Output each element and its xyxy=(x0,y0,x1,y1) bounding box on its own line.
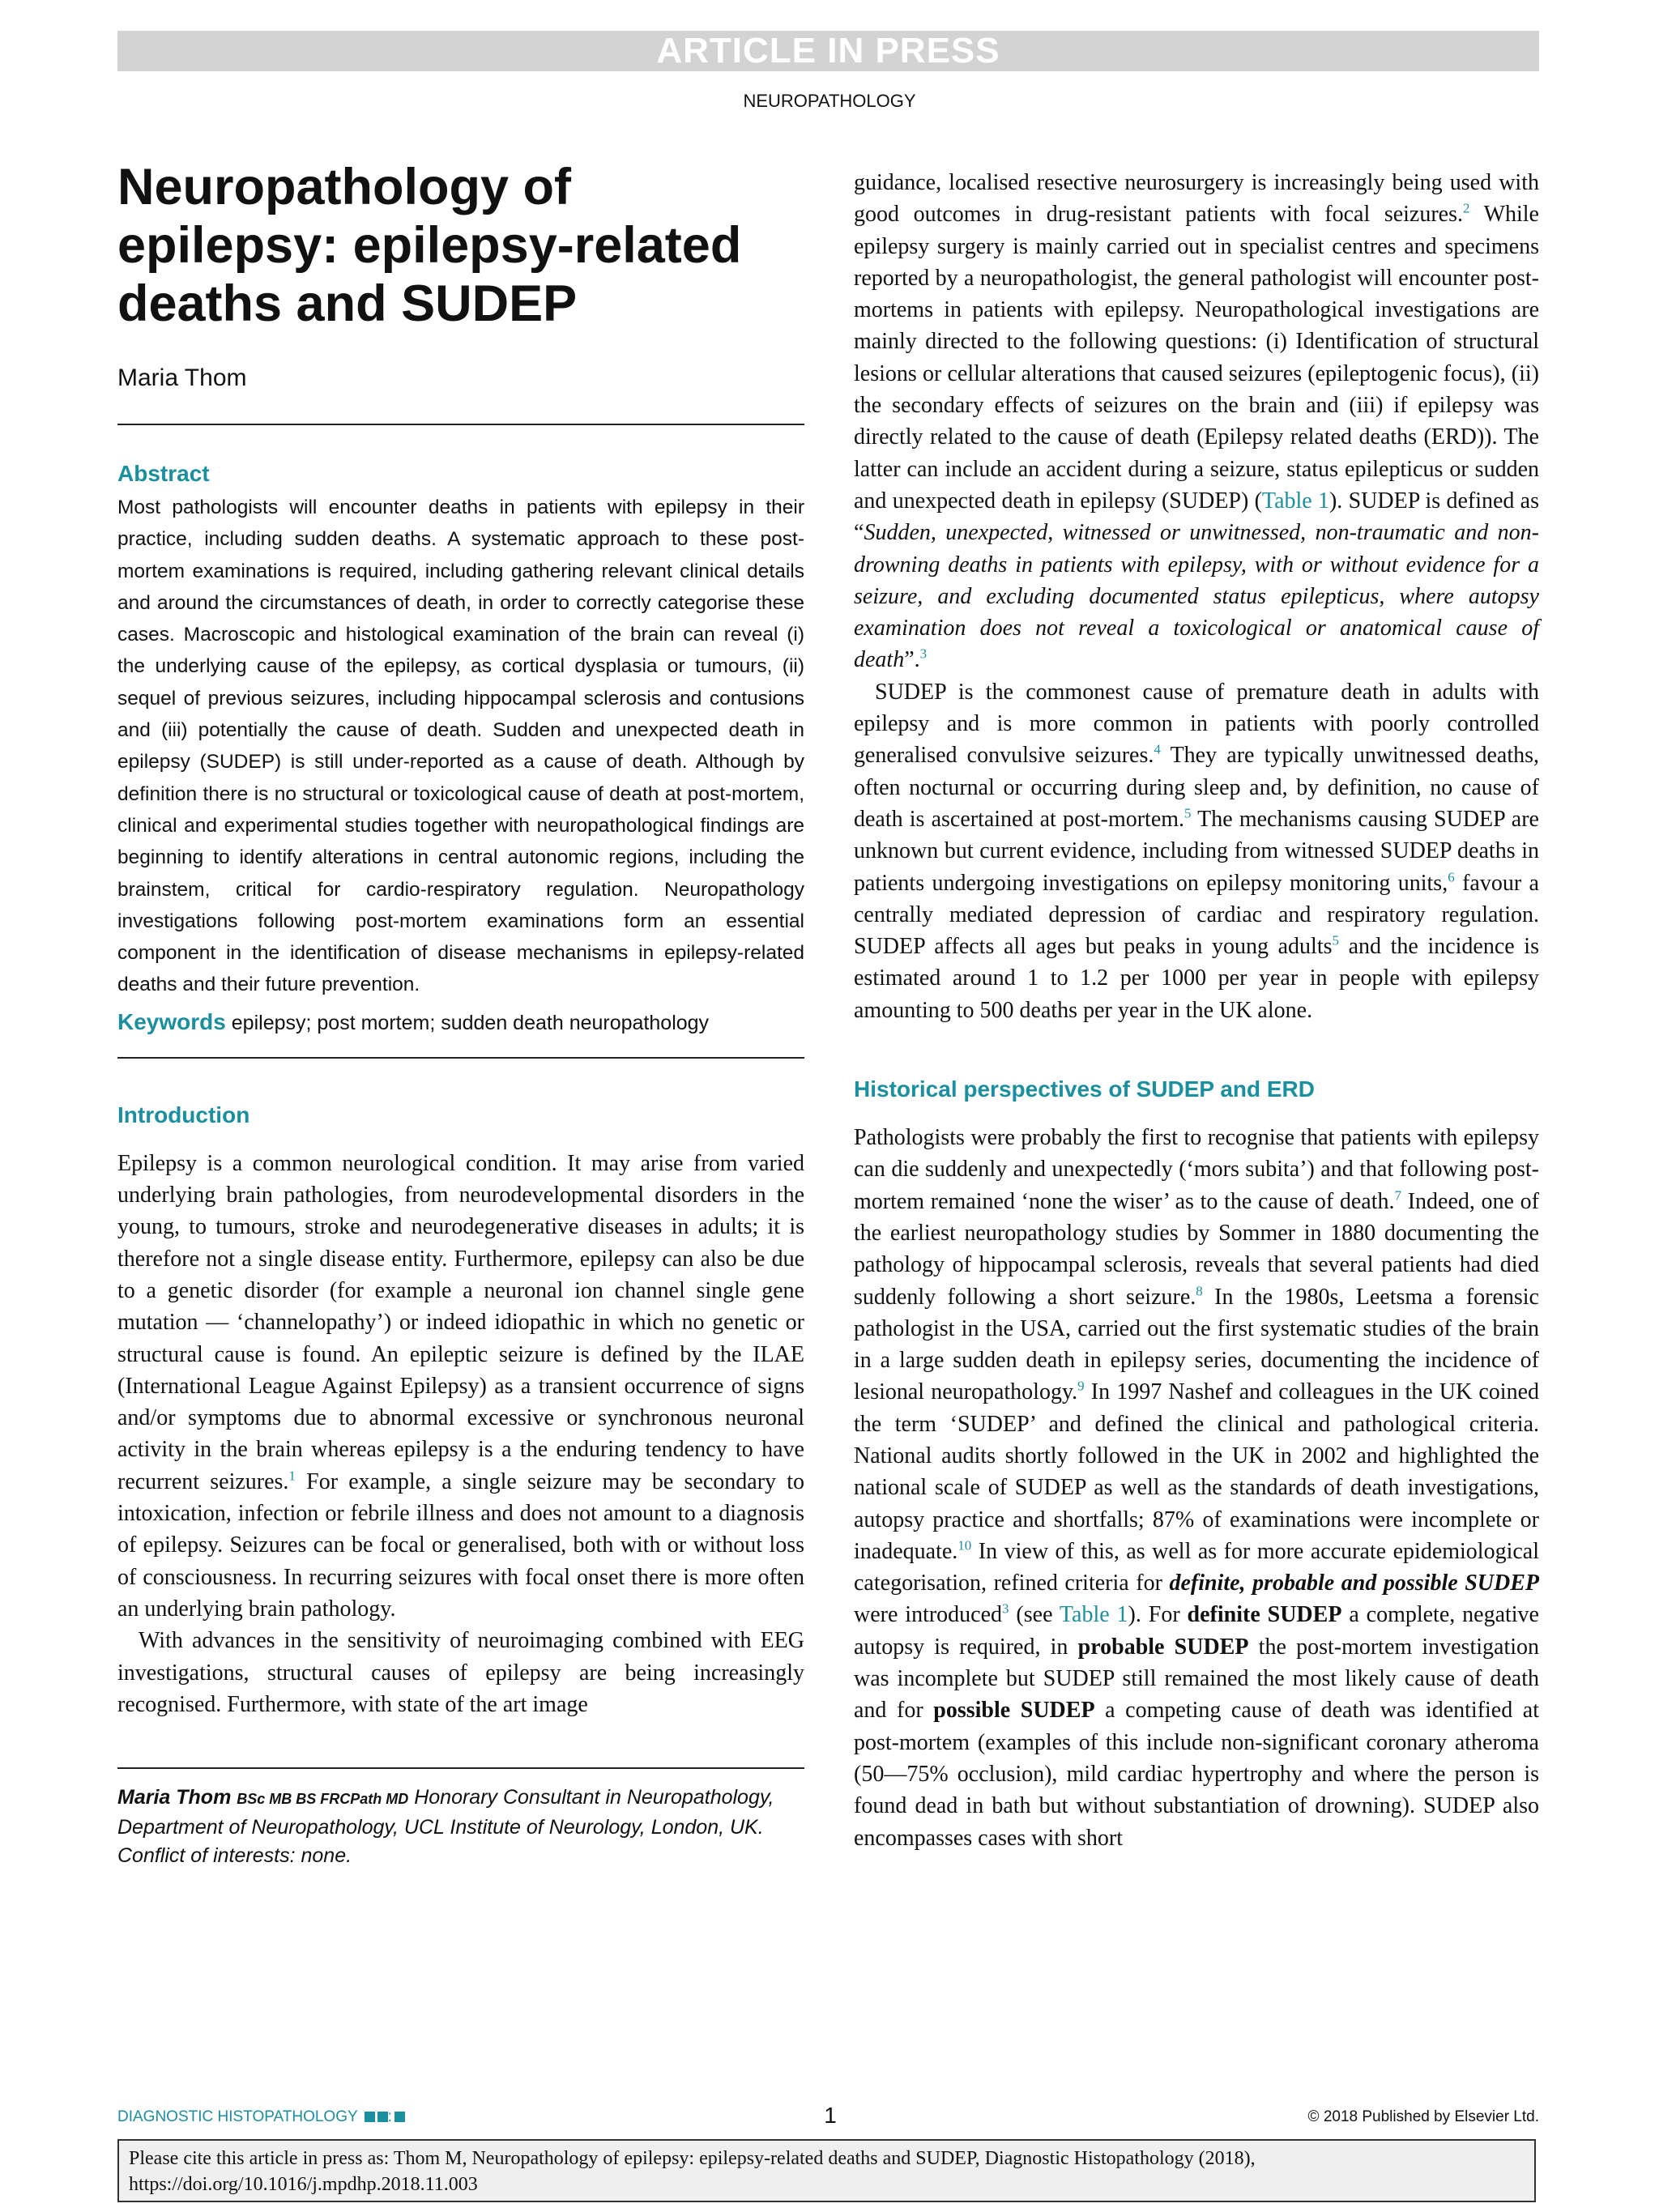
text-run: In 1997 Nashef and colleagues in the UK coined the term ‘SUDEP’ and defined the clinical and pathological criteria. National audits shortly followed in the UK in 2002 and highlighted the national scale of SUDEP as well as the standards of death investigations, autopsy practice and shortfalls; 87% of examinations were incomplete or inadequate. xyxy=(854,1379,1540,1564)
text-run: In view of this, as well as for more accurate epidemiological categorisation, refined criteria for xyxy=(854,1538,1539,1596)
author-affiliation xyxy=(117,1784,804,1870)
affiliation-text: Honorary Consultant in Neuropathology, Department of Neuropathology, UCL Institute of Neurology, London, UK. Conflict of interests: none. xyxy=(117,1786,774,1868)
divider xyxy=(117,1767,804,1769)
title-line: deaths and SUDEP xyxy=(117,275,578,332)
section-tag: NEUROPATHOLOGY xyxy=(743,91,916,111)
text-run: ). For xyxy=(1128,1602,1188,1628)
probable-sudep-term: probable SUDEP xyxy=(1077,1634,1249,1660)
paragraph xyxy=(117,1148,804,1625)
reference-link[interactable]: 1 xyxy=(288,1468,296,1484)
abstract-text: Most pathologists will encounter deaths in patients with epilepsy in their practice, including sudden deaths. A systematic approach to these post-mortem examinations is required, including gathering relevant clinical details and around the circumstances of death, in order to correctly categorise these cases. Macroscopic and histological examination of the brain can reveal (i) the underlying cause of the epilepsy, as cortical dysplasia or tumours, (ii) sequel of previous seizures, including hippocampal sclerosis and contusions and (iii) potentially the cause of death. Sudden and unexpected death in epilepsy (SUDEP) is still under-reported as a cause of death. Although by definition there is no structural or toxicological cause of death at post-mortem, clinical and experimental studies together with neuropathological findings are beginning to identify alterations in central autonomic regions, including the brainstem, critical for cardio-respiratory regulation. Neuropathology investigations following post-mortem examinations form an essential component in the identification of disease mechanisms in epilepsy-related deaths and their future prevention. xyxy=(117,497,804,996)
text-run: SUDEP is the commonest cause of premature death in adults with epilepsy and is more common in patients with poorly controlled generalised convulsive seizures. xyxy=(854,679,1539,769)
right-column xyxy=(854,167,1539,1854)
reference-link[interactable]: 3 xyxy=(919,646,928,663)
historical-heading: Historical perspectives of SUDEP and ERD xyxy=(854,1076,1315,1102)
paragraph xyxy=(854,676,1539,1026)
text-run: favour a centrally mediated depression of cardiac and respiratory regulation. SUDEP affects all ages but peaks in young adults xyxy=(854,870,1539,960)
reference-link[interactable]: 2 xyxy=(1463,200,1470,216)
definite-sudep-term: definite SUDEP xyxy=(1187,1602,1342,1628)
reference-link[interactable]: 6 xyxy=(1448,869,1455,885)
article-title xyxy=(117,158,804,333)
square-icon xyxy=(394,2112,405,2122)
journal-name: DIAGNOSTIC HISTOPATHOLOGY xyxy=(117,2108,358,2125)
text-run: The mechanisms causing SUDEP are unknown but current evidence, including from witnessed SUDEP deaths in patients undergoing investigations on epilepsy monitoring units, xyxy=(854,806,1539,896)
text-run: ). SUDEP is defined as “ xyxy=(854,488,1539,546)
page-number: 1 xyxy=(824,2103,837,2128)
affiliation-name: Maria Thom xyxy=(117,1786,232,1809)
text-run: Indeed, one of the earliest neuropathology studies by Sommer in 1880 documenting the pathology of hippocampal sclerosis, reveals that several patients had died suddenly following a short seizure. xyxy=(854,1188,1539,1310)
paragraph xyxy=(854,167,1539,676)
footer-journal: DIAGNOSTIC HISTOPATHOLOGY : xyxy=(117,2108,405,2126)
divider xyxy=(117,1057,804,1059)
reference-link[interactable]: 8 xyxy=(1196,1283,1203,1299)
text-run: a complete, negative autopsy is required, in xyxy=(854,1602,1539,1660)
sudep-definition-quote: Sudden, unexpected, witnessed or unwitnessed, non-traumatic and non-drowning deaths in patients with epilepsy, with or without evidence for a seizure, and excluding documented status epilepticus, where autopsy examination does not reveal a toxicological or anatomical cause of death xyxy=(854,520,1539,673)
reference-link[interactable]: 10 xyxy=(957,1537,972,1554)
text-run: They are typically unwitnessed deaths, often nocturnal or occurring during sleep and, by definition, no cause of death is ascertained at post-mortem. xyxy=(854,743,1539,832)
text-run: Pathologists were probably the first to recognise that patients with epilepsy can die suddenly and unexpectedly (‘mors subita’) and that following post-mortem remained ‘none the wiser’ as to the cause of death. xyxy=(854,1125,1539,1214)
text-run: were introduced xyxy=(854,1602,1003,1628)
text-run: For example, a single seizure may be secondary to intoxication, infection or febrile illness and does not amount to a diagnosis of epilepsy. Seizures can be focal or generalised, both with or without loss of consciousness. In recurring seizures with focal onset there is more often an underlying brain pathology. xyxy=(117,1468,804,1622)
square-icon xyxy=(365,2112,375,2122)
introduction-section xyxy=(117,1101,804,1720)
text-run: Epilepsy is a common neurological condition. It may arise from varied underlying brain pathologies, from neurodevelopmental disorders in the young, to tumours, stroke and neurodegenerative diseases in adults; it is therefore not a single disease entity. Furthermore, epilepsy can also be due to a genetic disorder (for example a neuronal ion channel single gene mutation — ‘channelopathy’) or indeed idiopathic in which no genetic or structural cause is found. An epileptic seizure is defined by the ILAE (International League Against Epilepsy) as a transient occurrence of signs and/or symptoms due to abnormal excessive or synchronous neuronal activity in the brain whereas epilepsy is a the enduring tendency to have recurrent seizures. xyxy=(117,1150,804,1494)
keywords-text: epilepsy; post mortem; sudden death neuropathology xyxy=(231,1011,710,1034)
text-run: and the incidence is estimated around 1 to 1.2 per 1000 per year in people with epilepsy amounting to 500 deaths per year in the UK alone. xyxy=(854,934,1539,1023)
keywords xyxy=(117,1006,804,1039)
reference-link[interactable]: 5 xyxy=(1332,932,1339,948)
square-icon xyxy=(377,2112,388,2122)
abstract-heading: Abstract xyxy=(117,461,210,486)
text-run: ”. xyxy=(904,647,920,673)
left-column xyxy=(117,158,804,1870)
divider xyxy=(117,424,804,425)
copyright: © 2018 Published by Elsevier Ltd. xyxy=(1307,2108,1539,2125)
title-line: Neuropathology of xyxy=(117,159,571,215)
reference-link[interactable]: 5 xyxy=(1184,805,1192,821)
possible-sudep-term: possible SUDEP xyxy=(933,1698,1095,1724)
article-in-press-banner: ARTICLE IN PRESS xyxy=(117,31,1539,71)
text-run: guidance, localised resective neurosurgery is increasingly being used with good outcomes in drug-resistant patients with focal seizures. xyxy=(854,170,1539,228)
table-1-link[interactable]: Table 1 xyxy=(1059,1602,1128,1628)
author-name: Maria Thom xyxy=(117,364,247,391)
keywords-label: Keywords xyxy=(117,1008,226,1034)
reference-link[interactable]: 4 xyxy=(1154,742,1161,758)
reference-link[interactable]: 9 xyxy=(1077,1379,1085,1395)
paragraph xyxy=(854,1122,1539,1854)
reference-link[interactable]: 7 xyxy=(1394,1187,1401,1204)
text-run: In the 1980s, Leetsma a forensic pathologist in the USA, carried out the first systematic studies of the brain in a large sudden death in epilepsy series, documenting the incidence of lesional neuropathology. xyxy=(854,1284,1539,1405)
introduction-heading: Introduction xyxy=(117,1102,250,1127)
title-line: epilepsy: epilepsy-related xyxy=(117,217,742,274)
reference-link[interactable]: 3 xyxy=(1002,1601,1009,1617)
sudep-criteria-emphasis: definite, probable and possible SUDEP xyxy=(1169,1571,1539,1596)
abstract-section xyxy=(117,459,804,1039)
text-run: (see xyxy=(1009,1602,1060,1628)
table-1-link[interactable]: Table 1 xyxy=(1261,488,1329,514)
text-run: a competing cause of death was identified at post-mortem (examples of this include non-significant coronary atheroma (50—75% occlusion), mild cardiac hypertrophy and where the person is found dead in bath but without substantiation of drowning). SUDEP also encompasses cases with short xyxy=(854,1698,1540,1851)
paragraph: With advances in the sensitivity of neuroimaging combined with EEG investigations, structural causes of epilepsy are being increasingly recognised. Furthermore, with state of the art image xyxy=(117,1628,804,1717)
text-run: While epilepsy surgery is mainly carried out in specialist centres and specimens reported by a neuropathologist, the general pathologist will encounter post-mortems in patients with epilepsy. Neuropathological investigations are mainly directed to the following questions: (i) Identification of structural lesions or cellular alterations that caused seizures (epileptogenic focus), (ii) the secondary effects of seizures on the brain and (iii) if epilepsy was directly related to the cause of death (Epilepsy related deaths (ERD)). The latter can include an accident during a seizure, status epilepticus or sudden and unexpected death in epilepsy (SUDEP) ( xyxy=(854,202,1539,514)
affiliation-degrees: BSc MB BS FRCPath MD xyxy=(237,1791,409,1808)
text-run: the post-mortem investigation was incomplete but SUDEP still remained the most likely cause of death and for xyxy=(854,1634,1539,1724)
citation-box: Please cite this article in press as: Thom M, Neuropathology of epilepsy: epilepsy-related deaths and SUDEP, Diagnostic Histopathology (2018), https://doi.org/10.1016/j.mpdhp.2018.11.003 xyxy=(117,2139,1536,2202)
